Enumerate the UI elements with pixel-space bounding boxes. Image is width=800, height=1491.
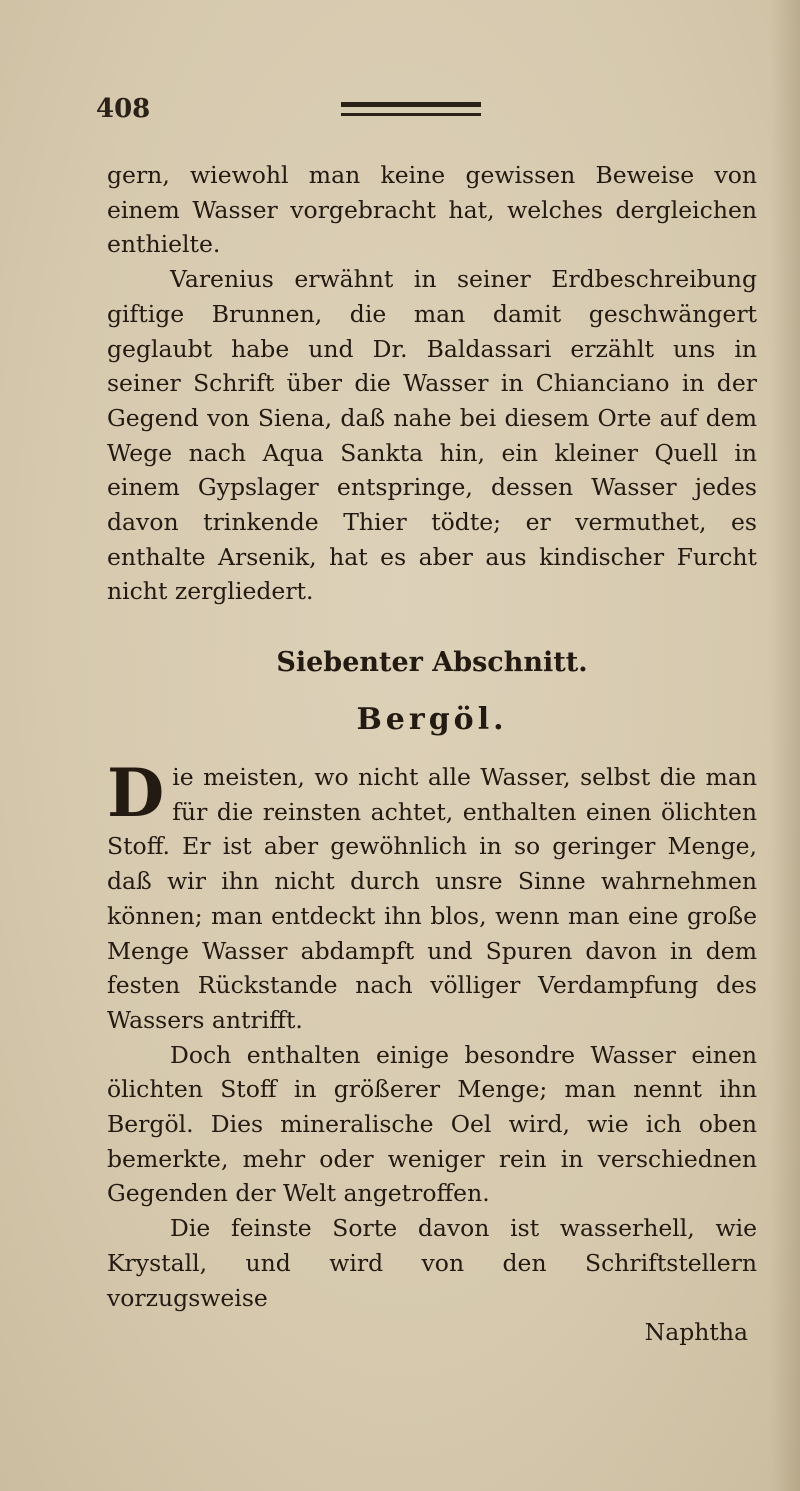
body-text-top — [107, 158, 757, 609]
catchword: Naphtha — [644, 1318, 748, 1346]
paragraph-dropcap-text: ie meisten, wo nicht alle Wasser, selbst die man für die reinsten achtet, enthalten einen ölichten Stoff. Er ist aber gewöhnlich in so geringer Menge, daß wir ihn nicht durch unsre Sinne wahrnehmen können; man entdeckt ihn blos, wenn man eine große Menge Wasser abdampft und Spuren davon in dem festen Rückstande nach völliger Verdampfung des Wassers antrifft. — [107, 763, 757, 1034]
paragraph-continuation: gern, wiewohl man keine gewissen Beweise von einem Wasser vorgebracht hat, welches dergleichen enthielte. — [107, 161, 757, 259]
page-header — [96, 94, 496, 134]
paragraph-bergoel: Doch enthalten einige besondre Wasser einen ölichten Stoff in größerer Menge; man nennt ihn Bergöl. Dies mineralische Oel wird, wie ich oben bemerkte, mehr oder weniger rein in verschiednen Gegenden der Welt angetroffen. — [107, 1040, 757, 1208]
body-text-bottom — [107, 754, 757, 1315]
section-heading: Siebenter Abschnitt. — [276, 647, 588, 678]
header-rule — [341, 102, 481, 116]
page-number: 408 — [96, 94, 151, 124]
section-title: Bergöl. — [356, 702, 508, 737]
paragraph-varenius: Varenius erwähnt in seiner Erdbeschreibung giftige Brunnen, die man damit geschwängert geglaubt habe und Dr. Baldassari erzählt uns in seiner Schrift über die Wasser in Chianciano in der Gegend von Siena, daß nahe bei diesem Orte auf dem Wege nach Aqua Sankta hin, ein kleiner Quell in einem Gypslager entspringe, dessen Wasser jedes davon trinkende Thier tödte; er vermuthet, es enthalte Arsenik, hat es aber aus kindischer Furcht nicht zergliedert. — [107, 265, 757, 606]
paragraph-dropcap — [107, 754, 757, 1038]
drop-capital: D — [107, 754, 165, 832]
paragraph-feinste-sorte: Die feinste Sorte davon ist wasserhell, wie Krystall, und wird von den Schriftstellern vorzugsweise — [107, 1214, 757, 1312]
section-header — [107, 643, 757, 743]
